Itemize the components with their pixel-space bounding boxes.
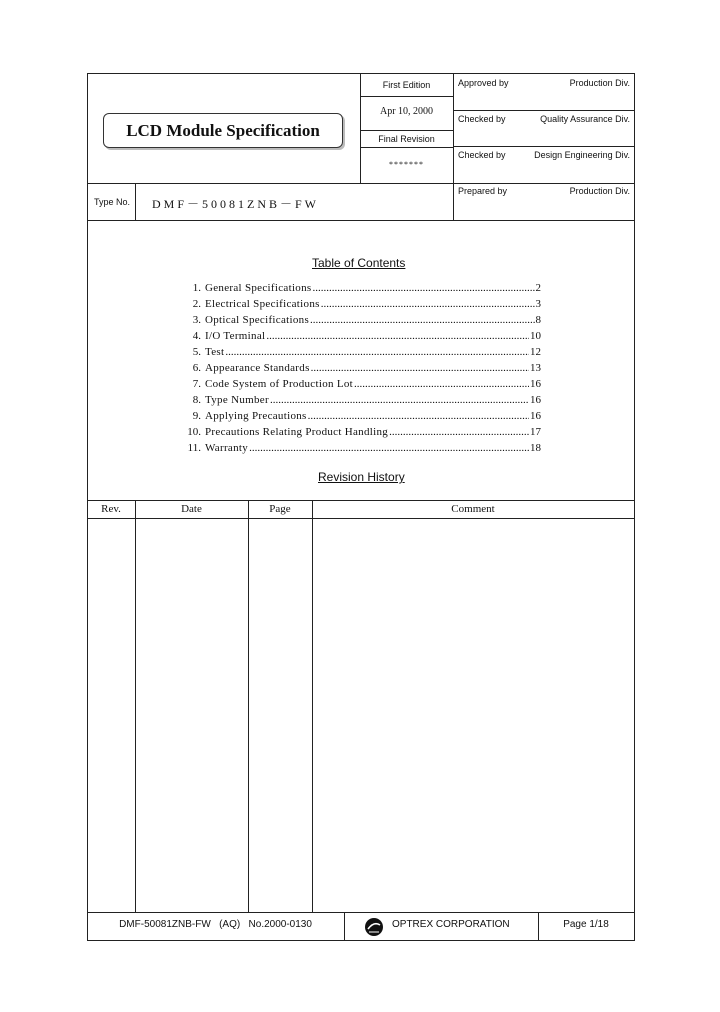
edition-line-1 — [360, 96, 453, 97]
toc-page: 3 — [535, 298, 541, 310]
revision-col-divider-3 — [312, 500, 313, 912]
approval-line-1 — [453, 110, 635, 111]
type-bottom-line — [87, 220, 635, 221]
footer-doc-id: DMF-50081ZNB-FW (AQ) No.2000-0130 — [119, 919, 312, 930]
optrex-logo-icon — [364, 917, 384, 937]
approval-dept: Quality Assurance Div. — [540, 114, 630, 124]
type-value: DMF－50081ZNB－FW — [152, 197, 320, 211]
toc-leader — [225, 344, 529, 360]
toc-item — [175, 376, 541, 392]
column-header-comment: Comment — [451, 503, 495, 515]
toc-number: 2. — [192, 298, 201, 310]
toc-page: 2 — [535, 282, 541, 294]
toc-page: 16 — [530, 394, 541, 406]
approval-line-2 — [453, 146, 635, 147]
toc-heading: Table of Contents — [312, 256, 406, 270]
frame-right — [634, 73, 635, 941]
toc-page: 8 — [535, 314, 541, 326]
toc-number: 5. — [192, 346, 201, 358]
toc-number: 11. — [187, 442, 201, 454]
toc-title: Appearance Standards — [205, 362, 310, 374]
toc-item — [175, 280, 541, 296]
final-revision-value: ******* — [389, 160, 424, 169]
footer-page-number: Page 1/18 — [563, 919, 609, 930]
revision-heading: Revision History — [318, 470, 405, 484]
final-revision-label: Final Revision — [378, 134, 435, 144]
toc-page: 16 — [530, 378, 541, 390]
toc-title: Test — [205, 346, 225, 358]
frame-bottom — [87, 940, 635, 941]
toc-item — [175, 424, 541, 440]
toc-number: 9. — [192, 410, 201, 422]
toc-item — [175, 408, 541, 424]
toc-title: Warranty — [205, 442, 249, 454]
approval-role: Checked by — [458, 114, 506, 124]
toc-leader — [321, 296, 535, 312]
footer-company: OPTREX CORPORATION — [392, 919, 510, 930]
toc-title: Electrical Specifications — [205, 298, 320, 310]
frame-top — [87, 73, 635, 74]
toc-item — [175, 312, 541, 328]
toc-title: General Specifications — [205, 282, 312, 294]
toc-title: Applying Precautions — [205, 410, 307, 422]
toc-number: 6. — [192, 362, 201, 374]
edition-line-2 — [360, 130, 453, 131]
toc-number: 1. — [192, 282, 201, 294]
toc-title: Type Number — [205, 394, 269, 406]
toc-item — [175, 440, 541, 456]
toc-page: 10 — [530, 330, 541, 342]
toc-title: Code System of Production Lot — [205, 378, 354, 390]
toc-number: 7. — [192, 378, 201, 390]
toc-page: 12 — [530, 346, 541, 358]
toc-leader — [310, 312, 534, 328]
approval-role: Prepared by — [458, 186, 508, 196]
column-header-page: Page — [269, 503, 291, 515]
toc-item — [175, 296, 541, 312]
toc-item — [175, 360, 541, 376]
approval-role: Approved by — [458, 78, 509, 88]
toc-title: Precautions Relating Product Handling — [205, 426, 389, 438]
column-header-date: Date — [181, 503, 202, 515]
spec-title: LCD Module Specification — [103, 113, 343, 148]
toc-leader — [311, 360, 529, 376]
first-edition-label: First Edition — [382, 80, 431, 90]
revision-table-top — [87, 500, 635, 501]
toc-leader — [354, 376, 529, 392]
column-header-rev: Rev. — [101, 503, 121, 515]
toc-number: 8. — [192, 394, 201, 406]
toc-leader — [270, 392, 529, 408]
toc-item — [175, 392, 541, 408]
approval-role: Checked by — [458, 150, 506, 160]
toc-page: 16 — [530, 410, 541, 422]
footer-divider-1 — [344, 912, 345, 940]
type-divider — [135, 183, 136, 220]
toc-number: 10. — [187, 426, 201, 438]
toc-item — [175, 344, 541, 360]
toc-page: 13 — [530, 362, 541, 374]
toc-leader — [266, 328, 529, 344]
type-label: Type No. — [94, 197, 131, 207]
footer-top-line — [87, 912, 635, 913]
toc-page: 18 — [530, 442, 541, 454]
toc-leader — [312, 280, 534, 296]
toc-number: 3. — [192, 314, 201, 326]
toc-leader — [249, 440, 529, 456]
header-bottom-line — [87, 183, 635, 184]
revision-col-divider-1 — [135, 500, 136, 912]
revision-header-bottom — [87, 518, 635, 519]
approval-dept: Design Engineering Div. — [534, 150, 630, 160]
first-edition-date: Apr 10, 2000 — [379, 106, 434, 117]
toc-item — [175, 328, 541, 344]
toc-number: 4. — [192, 330, 201, 342]
approval-dept: Production Div. — [569, 186, 630, 196]
toc-leader — [308, 408, 529, 424]
toc-page: 17 — [530, 426, 541, 438]
toc-leader — [389, 424, 529, 440]
edition-line-3 — [360, 147, 453, 148]
approval-dept: Production Div. — [569, 78, 630, 88]
toc-title: I/O Terminal — [205, 330, 266, 342]
revision-col-divider-2 — [248, 500, 249, 912]
toc-title: Optical Specifications — [205, 314, 310, 326]
